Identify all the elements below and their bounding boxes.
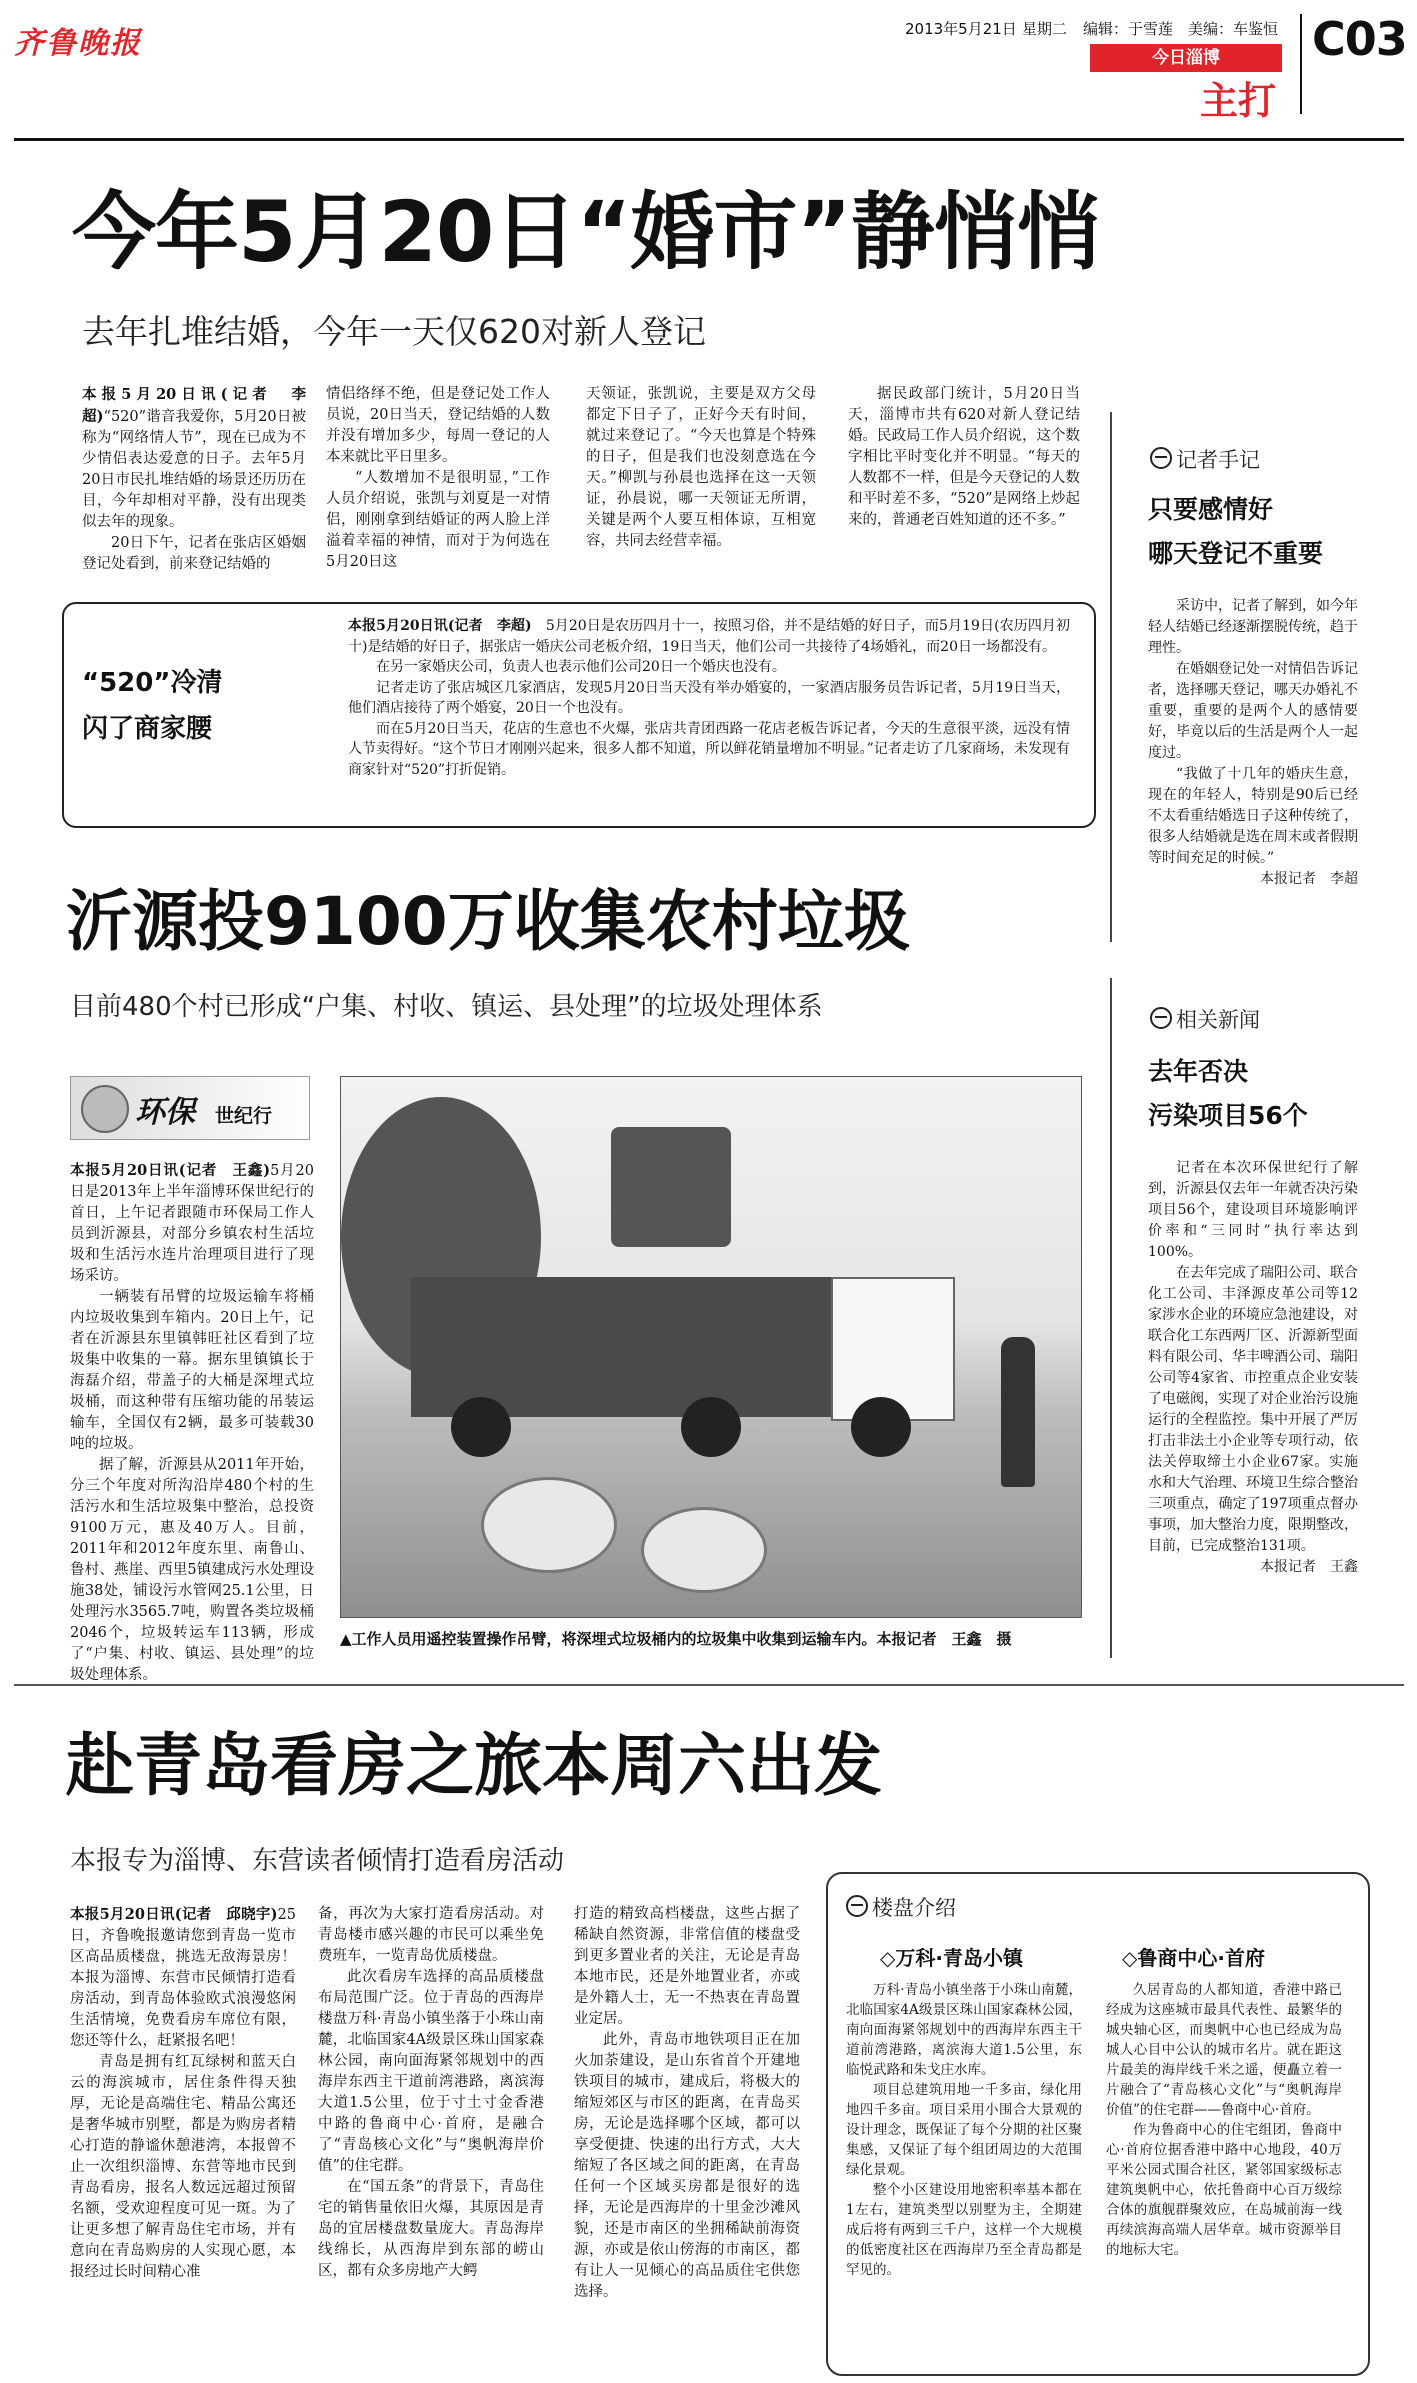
eco-column-logo (70, 1076, 310, 1140)
article3-subtitle: 本报专为淄博、东营读者倾情打造看房活动 (70, 1846, 565, 1876)
sidebar1-title: 只要感情好 哪天登记不重要 (1148, 495, 1324, 568)
property-left-title: ◇万科·青岛小镇 (880, 1946, 1023, 1970)
article1-column-3: 天领证，张凯说，主要是双方父母都定下日子了，正好今天有时间，就过来登记了。“今天也算是个特殊的日子，但是我们也没刻意选在今天。”柳凯与孙晨也选择在这一天领证，孙晨说，哪一天领证无所谓，关键是两个人要互相体谅，互相宽容，共同去经营幸福。 (586, 386, 816, 549)
box-520-body: 本报5月20日讯(记者 李超) 5月20日是农历四月十一，按照习俗，并不是结婚的好日子，而5月19日(农历四月初十)是结婚的好日子，据张店一婚庆公司老板介绍，19日当天，他们公司一共接待了4场婚礼，而20日一场都没有。 在另一家婚庆公司，负责人也表示他们公司20日一个婚庆也没有。 记者走访了张店城区几家酒店，发现5月20日当天没有举办婚宴的，一家酒店服务员告诉记者，5月19日当天，他们酒店接待了两个婚宴，20日一个也没有。 而在5月20日当天，花店的生意也不火爆，张店共青团西路一花店老板告诉记者，今天的生意很平淡，远没有情人节卖得好。“这个节日才刚刚兴起来，很多人都不知道，所以鲜花销量增加不明显。”记者走访了几家商场，未发现有商家针对“520”打折促销。 (348, 618, 1070, 778)
article1-title: 今年5月20日“婚市”静悄悄 (72, 183, 1100, 281)
photo-pit (641, 1507, 767, 1593)
property-left-body: 万科·青岛小镇坐落于小珠山南麓，北临国家4A级景区珠山国家森林公园，南向面海紧邻规划中的西海岸东西主干道前湾港路，离滨海大道1.5公里，东临悦武路和朱戈庄水库。 项目总建筑用地一千多亩，绿化用地四千多亩。项目采用小围合大景观的设计理念，既保证了每个分期的社区聚集感，又保证了每个组团周边的大范围绿化景观。 整个小区建设用地密积率基本都在1左右，建筑类型以别墅为主，全期建成后将有两到三千户，这样一个大规模的低密度社区在西海岸乃至全青岛都是罕见的。 (846, 1982, 1082, 2278)
article1-subtitle: 去年扎堆结婚，今年一天仅620对新人登记 (82, 312, 706, 351)
photo-wheel (851, 1397, 911, 1457)
photo-truck-body (411, 1277, 831, 1417)
masthead-divider (14, 138, 1404, 141)
article3-column-2: 备，再次为大家打造看房活动。对青岛楼市感兴趣的市民可以乘坐免费班车，一览青岛优质楼盘。 此次看房车选择的高品质楼盘布局范围广泛。位于青岛的西海岸楼盘万科·青岛小镇坐落于小珠山南麓，北临国家4A级景区珠山国家森林公园，南向面海紧邻规划中的西海岸东西主干道前湾港路，离滨海大道1.5公里，位于寸土寸金香港中路的鲁商中心·首府，是融合了“青岛核心文化”与“奥帆海岸价值”的住宅群。 在“国五条”的背景下，青岛住宅的销售量依旧火爆，其原因是青岛的宜居楼盘数量庞大。青岛海岸线绵长，从西海岸到东部的崂山区，都有众多房地产大鳄 (318, 1906, 544, 2279)
article2-subtitle: 目前480个村已形成“户集、村收、镇运、县处理”的垃圾处理体系 (70, 992, 823, 1022)
page-number: C03 (1312, 12, 1407, 66)
circle-bullet-icon (1150, 447, 1172, 469)
article1-column-4: 据民政部门统计，5月20日当天，淄博市共有620对新人登记结婚。民政局工作人员介绍说，这个数字相比平时变化并不明显。“每天的人数都不一样，但是今天登记的人数和平时差不多，“520”是网络上炒起来的，普通老百姓知道的还不多。” (848, 386, 1080, 528)
sidebar1-divider (1110, 412, 1112, 942)
masthead-editor: 编辑：于雪莲 (1083, 20, 1174, 38)
article1-column-1: 本报5月20日讯(记者 李超)“520”谐音我爱你，5月20日被称为“网络情人节”，现在已成为不少情侣表达爱意的日子。去年5月20日市民扎堆结婚的场景还历历在目，今年却相对平静，没有出现类似去年的现象。 20日下午，记者在张店区婚姻登记处看到，前来登记结婚的 (82, 386, 306, 572)
section-divider (14, 1684, 1404, 1686)
article2-title: 沂源投9100万收集农村垃圾 (66, 883, 910, 960)
photo-caption: ▲工作人员用遥控装置操作吊臂，将深埋式垃圾桶内的垃圾集中收集到运输车内。本报记者 王鑫 摄 (340, 1630, 1012, 1648)
photo-wheel (451, 1397, 511, 1457)
circle-bullet-icon (846, 1895, 868, 1917)
masthead-designer: 美编：车鉴恒 (1188, 20, 1279, 38)
property-right-title: ◇鲁商中心·首府 (1122, 1946, 1265, 1970)
circle-bullet-icon (1150, 1007, 1172, 1029)
article3-column-3: 打造的精致高档楼盘，这些占据了稀缺自然资源，非常信值的楼盘受到更多置业者的关注，无论是青岛本地市民，还是外地置业者，亦或是外籍人士，无一不热衷在青岛置业定居。 此外，青岛市地铁项目正在加火加荼建设，是山东省首个开建地铁项目的城市，建成后，将极大的缩短郊区与市区的距离，在青岛买房，无论是选择哪个区域，都可以享受便捷、快速的出行方式，大大缩短了各区域之间的距离，在青岛任何一个区域买房都是很好的选择，无论是西海岸的十里金沙滩风貌，还是市南区的坐拥稀缺前海资源，亦或是依山傍海的市南区，都有让人一见倾心的高品质住宅供您选择。 (574, 1906, 800, 2300)
photo-worker (1001, 1337, 1035, 1487)
sidebar2-tag: 相关新闻 (1150, 1004, 1260, 1034)
sidebar2-divider (1110, 978, 1112, 1658)
eco-logo-main: 环保 (135, 1095, 195, 1130)
newspaper-logo: 齐鲁晚报 (14, 26, 142, 61)
sidebar1-tag: 记者手记 (1150, 444, 1260, 474)
column-label: 主打 (1200, 79, 1277, 123)
garbage-truck-photo (340, 1076, 1082, 1618)
masthead-date: 2013年5月21日 (905, 20, 1017, 38)
bear-mascot-icon (81, 1085, 129, 1133)
sidebar2-body: 记者在本次环保世纪行了解到，沂源县仅去年一年就否决污染项目56个，建设项目环境影响评价率和“三同时”执行率达到100%。 在去年完成了瑞阳公司、联合化工公司、丰泽源皮革公司等12家涉水企业的环境应急池建设，对联合化工东西两厂区、沂源新型面料有限公司、华丰啤酒公司、瑞阳公司等4家省、市控重点企业安装了电磁阀，实现了对企业治污设施运行的全程监控。集中开展了严厉打击非法土小企业等专项行动，依法关停取缔土小企业67家。实施水和大气治理、环境卫生综合整治三项重点，确定了197项重点督办事项，加大整治力度，限期整改，目前，已完成整治131项。 本报记者 王鑫 (1148, 1158, 1358, 1658)
article3-title: 赴青岛看房之旅本周六出发 (66, 1727, 883, 1806)
eco-logo-sub: 世纪行 (215, 1105, 273, 1127)
sidebar2-title: 去年否决 污染项目56个 (1148, 1057, 1308, 1130)
photo-bin (611, 1127, 731, 1247)
section-banner (1090, 44, 1282, 72)
property-right-body: 久居青岛的人都知道，香港中路已经成为这座城市最具代表性、最繁华的城央轴心区，而奥帆中心也已经成为岛城人心目中公认的城市名片。就在距这片最美的海岸线千米之遥，便矗立着一片融合了“青岛核心文化”与“奥帆海岸价值”的住宅群——鲁商中心·首府。 作为鲁商中心的住宅组团，鲁商中心·首府位据香港中路中心地段，40万平米公园式围合社区，紧邻国家级标志建筑奥帆中心，依托鲁商中心百万级综合体的旗舰群聚效应，在岛城前海一线再续滨海高端人居华章。城市资源举目的地标大宅。 (1106, 1982, 1342, 2258)
property-box-tag: 楼盘介绍 (846, 1892, 956, 1922)
photo-pit (481, 1477, 617, 1573)
box-520-title: “520”冷清 闪了商家腰 (82, 668, 223, 744)
section-label: 今日淄博 (1152, 48, 1220, 68)
sidebar1-body: 采访中，记者了解到，如今年轻人结婚已经逐渐摆脱传统，趋于理性。 在婚姻登记处一对情侣告诉记者，选择哪天登记，哪天办婚礼不重要，重要的是两个人的感情要好，毕竟以后的生活是两个人一起度过。 “我做了十几年的婚庆生意，现在的年轻人，特别是90后已经不太看重结婚选日子这种传统了，很多人结婚就是选在周末或者假期等时间充足的时候。” 本报记者 李超 (1148, 596, 1358, 936)
article2-body: 本报5月20日讯(记者 王鑫)5月20日是2013年上半年淄博环保世纪行的首日，上午记者跟随市环保局工作人员到沂源县，对部分乡镇农村生活垃圾和生活污水连片治理项目进行了现场采访。 一辆装有吊臂的垃圾运输车将桶内垃圾收集到车箱内。20日上午，记者在沂源县东里镇韩旺社区看到了垃圾集中收集的一幕。据东里镇镇长于海磊介绍，带盖子的大桶是深埋式垃圾桶，而这种带有压缩功能的吊装运输车，全国仅有2辆，最多可装载30吨的垃圾。 据了解，沂源县从2011年开始，分三个年度对所沟沿岸480个村的生活污水和生活垃圾集中整治，总投资9100万元，惠及40万人。目前，2011年和2012年度东里、南鲁山、鲁村、燕崖、西里5镇建成污水处理设施38处，铺设污水管网25.1公里，日处理污水3565.7吨，购置各类垃圾桶2046个，垃圾转运车113辆，形成了“户集、村收、镇运、县处理”的垃圾处理体系。 (70, 1162, 314, 1683)
article3-column-1: 本报5月20日讯(记者 邱晓宇)25日，齐鲁晚报邀请您到青岛一览市区高品质楼盘，挑选无敌海景房！本报为淄博、东营市民倾情打造看房活动，到青岛体验欧式浪漫悠闲生活情境，免费看房车席位有限，您还等什么，赶紧报名吧！ 青岛是拥有红瓦绿树和蓝天白云的海滨城市，居住条件得天独厚，无论是高端住宅、精品公寓还是奢华城市别墅，都是为购房者精心打造的静谧休憩港湾，本报曾不止一次组织淄博、东营等地市民到青岛看房，报名人数远远超过预留名额，受欢迎程度可见一斑。为了让更多想了解青岛住宅市场，并有意向在青岛购房的人实现心愿，本报经过长时间精心准 (70, 1906, 296, 2280)
masthead-weekday: 星期二 (1022, 20, 1068, 38)
sidebar1-signature: 本报记者 李超 (1260, 871, 1358, 887)
photo-wheel (681, 1397, 741, 1457)
article1-column-2: 情侣络绎不绝，但是登记处工作人员说，20日当天，登记结婚的人数并没有增加多少，每周一登记的人本来就比平日里多。 “人数增加不是很明显，”工作人员介绍说，张凯与刘夏是一对情侣，刚刚拿到结婚证的两人脸上洋溢着幸福的神情，而对于为何选在5月20日这 (326, 386, 550, 570)
sidebar2-signature: 本报记者 王鑫 (1260, 1559, 1358, 1575)
masthead-divider-vertical (1300, 14, 1302, 114)
